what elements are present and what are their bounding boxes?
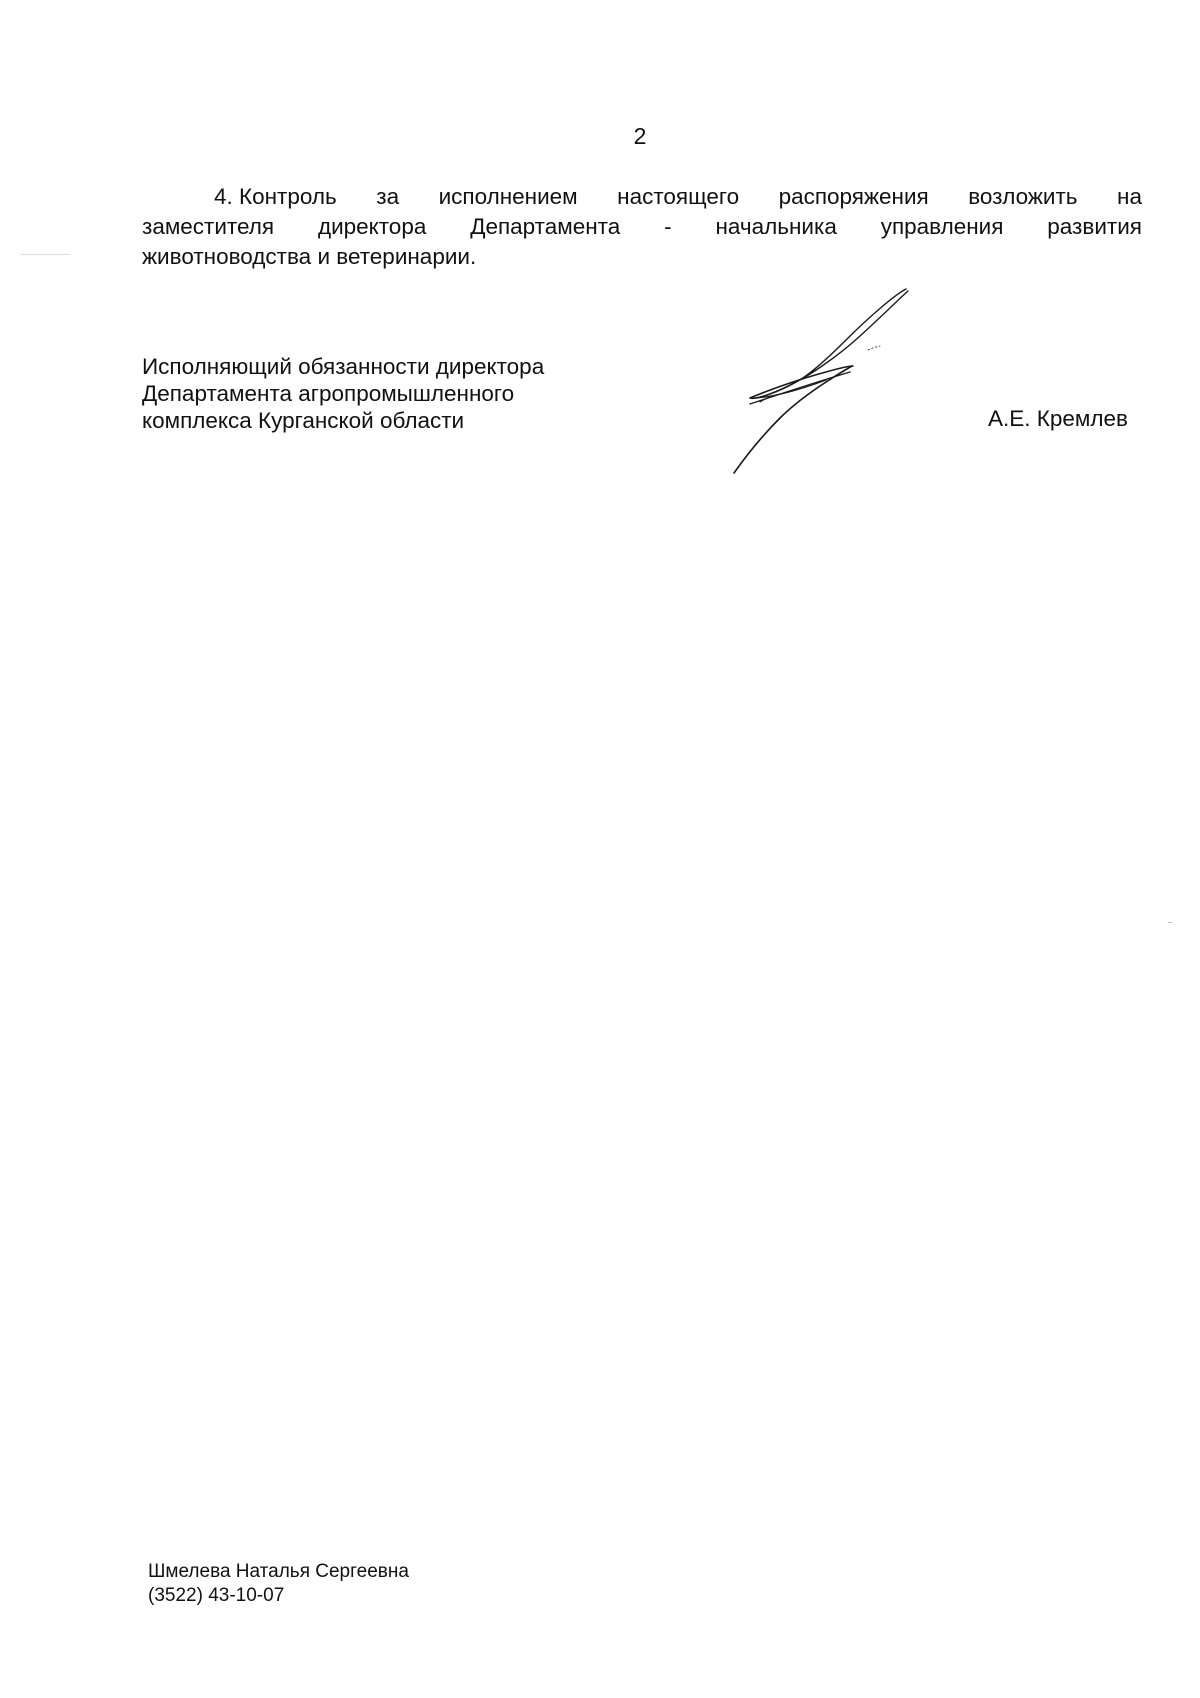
paragraph-word: - — [664, 214, 672, 239]
paragraph-word: 4. Контроль — [214, 184, 337, 209]
paragraph-word: заместителя — [142, 214, 275, 239]
paragraph-word: на — [1117, 184, 1142, 209]
paragraph-line-1 — [142, 182, 1142, 212]
signer-position-line: Департамента агропромышленного — [142, 381, 515, 406]
signer-position-line: Исполняющий обязанности директора — [142, 354, 545, 379]
executor-contact — [148, 1560, 409, 1608]
order-paragraph — [142, 182, 1142, 272]
paragraph-word: Департамента — [470, 214, 621, 239]
executor-name: Шмелева Наталья Сергеевна — [148, 1561, 409, 1582]
paragraph-word: возложить — [968, 184, 1078, 209]
signer-position-line: комплекса Курганской области — [142, 408, 465, 433]
signer-name: А.Е. Кремлев — [988, 406, 1128, 431]
paragraph-word: за — [376, 184, 400, 209]
scan-speck — [1168, 922, 1172, 923]
executor-phone: (3522) 43-10-07 — [148, 1585, 285, 1606]
paragraph-word: настоящего — [617, 184, 740, 209]
paragraph-word: управления — [880, 214, 1004, 239]
signer-position — [142, 353, 544, 434]
paragraph-word: распоряжения — [778, 184, 929, 209]
paragraph-line-3: животноводства и ветеринарии. — [142, 244, 477, 269]
handwritten-signature — [700, 280, 920, 480]
page-number: 2 — [633, 123, 647, 149]
paragraph-line-2 — [142, 212, 1142, 242]
paragraph-word: начальника — [715, 214, 837, 239]
scan-speck — [20, 254, 70, 255]
paragraph-word: исполнением — [438, 184, 578, 209]
paragraph-word: развития — [1047, 214, 1142, 239]
paragraph-word: директора — [317, 214, 427, 239]
